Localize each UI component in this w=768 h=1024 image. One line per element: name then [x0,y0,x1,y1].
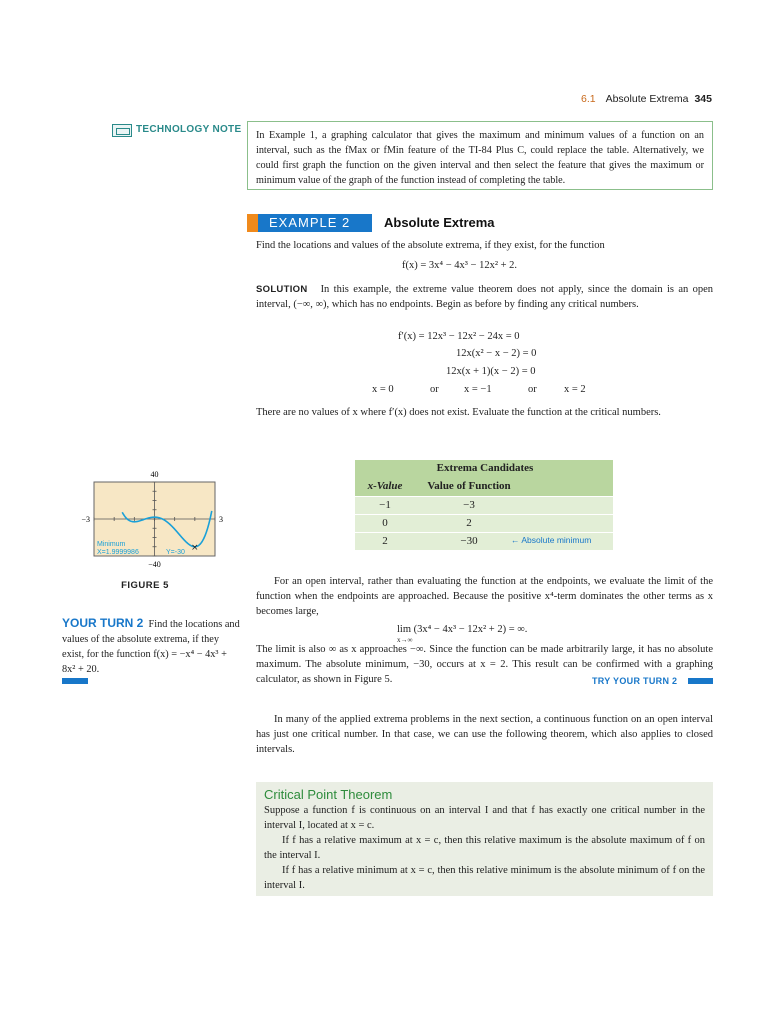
table-title: Extrema Candidates [436,462,534,474]
try-your-turn-marker [688,678,713,684]
example-title: Absolute Extrema [384,215,495,230]
technology-note-label [112,124,252,140]
after-critical-text: There are no values of x where f′(x) does not exist. Evaluate the function at the critical numbers. [256,407,661,418]
table-row [355,496,613,514]
theorem-paragraph-3: If f has a relative minimum at x = c, then this relative minimum is the absolute minimum of f on the interval I. [264,865,705,891]
table-cell-x: −1 [379,499,391,511]
table-cell-x: 0 [382,517,388,529]
your-turn-marker [62,678,88,684]
absolute-minimum-annotation: ← Absolute minimum [511,535,592,545]
your-turn-box [62,616,242,677]
example-intro: Find the locations and values of the absolute extrema, if they exist, for the function [256,240,605,251]
derivative-line-3: 12x(x + 1)(x − 2) = 0 [446,366,536,377]
critical-number-2: x = −1 [464,384,492,395]
x-readout: X=1.9999986 [97,549,139,556]
function-equation: f(x) = 3x⁴ − 4x³ − 12x² + 2. [402,260,518,271]
running-header [520,93,712,105]
theorem-paragraph-2: If f has a relative maximum at x = c, then this relative maximum is the absolute maximum of f on the interval I. [264,835,705,861]
table-col-f: Value of Function [427,480,511,492]
technology-note-box [247,121,713,190]
x-min-label: −3 [81,515,90,524]
table-row [355,532,613,550]
open-interval-paragraph: For an open interval, rather than evaluating the function at the endpoints, we evaluate the limit of the function when the endpoints are approached. Because the positive x⁴-term dominates the other terms as x becomes large, [256,576,713,617]
critical-or-2: or [528,384,537,395]
technology-note-heading: TECHNOLOGY NOTE [136,124,242,135]
your-turn-text: Find the locations and values of the absolute extrema, if they exist, for the function f(x) = −x⁴ − 4x³ + 8x² + 20. [62,619,240,675]
extrema-candidates-table [355,460,613,548]
table-col-x: x-Value [367,480,403,492]
limit-subscript: x→∞ [397,636,413,644]
calculator-icon [112,124,132,137]
x-max-label: 3 [219,515,223,524]
critical-point-theorem-box [256,782,713,896]
minimum-marker: × [191,542,199,553]
table-cell-f: −3 [463,499,475,511]
limit-equation: lim (3x⁴ − 4x³ − 12x² + 2) = ∞. [397,624,528,635]
minimum-text: Minimum [97,541,126,548]
table-header-row [355,478,613,496]
solution-paragraph [256,282,713,312]
technology-note-text: In Example 1, a graphing calculator that gives the maximum and minimum values of a function on an interval, such as the fMax or fMin feature of the TI-84 Plus C, could replace the table. Alternatively, we could first graph the function on the given interval and then select the feature that gives the maximum or minimum value of the graph of the function instead of completing the table. [256,130,704,186]
critical-number-3: x = 2 [564,384,586,395]
table-cell-f: −30 [460,535,478,547]
table-row [355,514,613,532]
example-label: EXAMPLE 2 [269,215,351,230]
critical-number-1: x = 0 [372,384,394,395]
table-cell-f: 2 [466,517,472,529]
derivative-line-1: f′(x) = 12x³ − 12x² − 24x = 0 [398,331,520,342]
theorem-title: Critical Point Theorem [264,787,393,802]
solution-label: SOLUTION [256,284,308,295]
critical-or-1: or [430,384,439,395]
theorem-paragraph-1: Suppose a function f is continuous on an interval I and that f has exactly one critical number in the interval I, located at x = c. [264,805,705,831]
table-cell-x: 2 [382,535,388,547]
try-your-turn-link[interactable]: TRY YOUR TURN 2 [592,676,678,686]
section-title: Absolute Extrema [605,93,689,105]
your-turn-heading: YOUR TURN 2 [62,616,144,630]
example-banner [247,214,372,232]
calculator-graph [70,466,240,596]
figure-caption: FIGURE 5 [121,580,169,591]
section-number: 6.1 [580,93,596,105]
conclusion-paragraph: The limit is also ∞ as x approaches −∞. Since the function can be made arbitrarily large, it has no absolute maximum. The absolute minimum, −30, occurs at x = 2. This result can be confirmed with a graphing calculator, as shown in Figure 5. [256,644,713,685]
transition-paragraph: In many of the applied extrema problems in the next section, a continuous function on an open interval has just one critical number. In that case, we can use the following theorem, which also applies to closed intervals. [256,714,713,755]
table-title-row [355,460,613,478]
y-readout: Y=-30 [166,549,185,556]
derivative-line-2: 12x(x² − x − 2) = 0 [456,348,537,359]
y-max-label: 40 [150,470,159,479]
page-number: 345 [694,93,712,105]
y-min-label: −40 [148,560,161,569]
figure-5 [70,466,240,596]
solution-text: In this example, the extreme value theorem does not apply, since the domain is an open interval, (−∞, ∞), which has no endpoints. Begin as before by finding any critical numbers. [256,284,713,310]
